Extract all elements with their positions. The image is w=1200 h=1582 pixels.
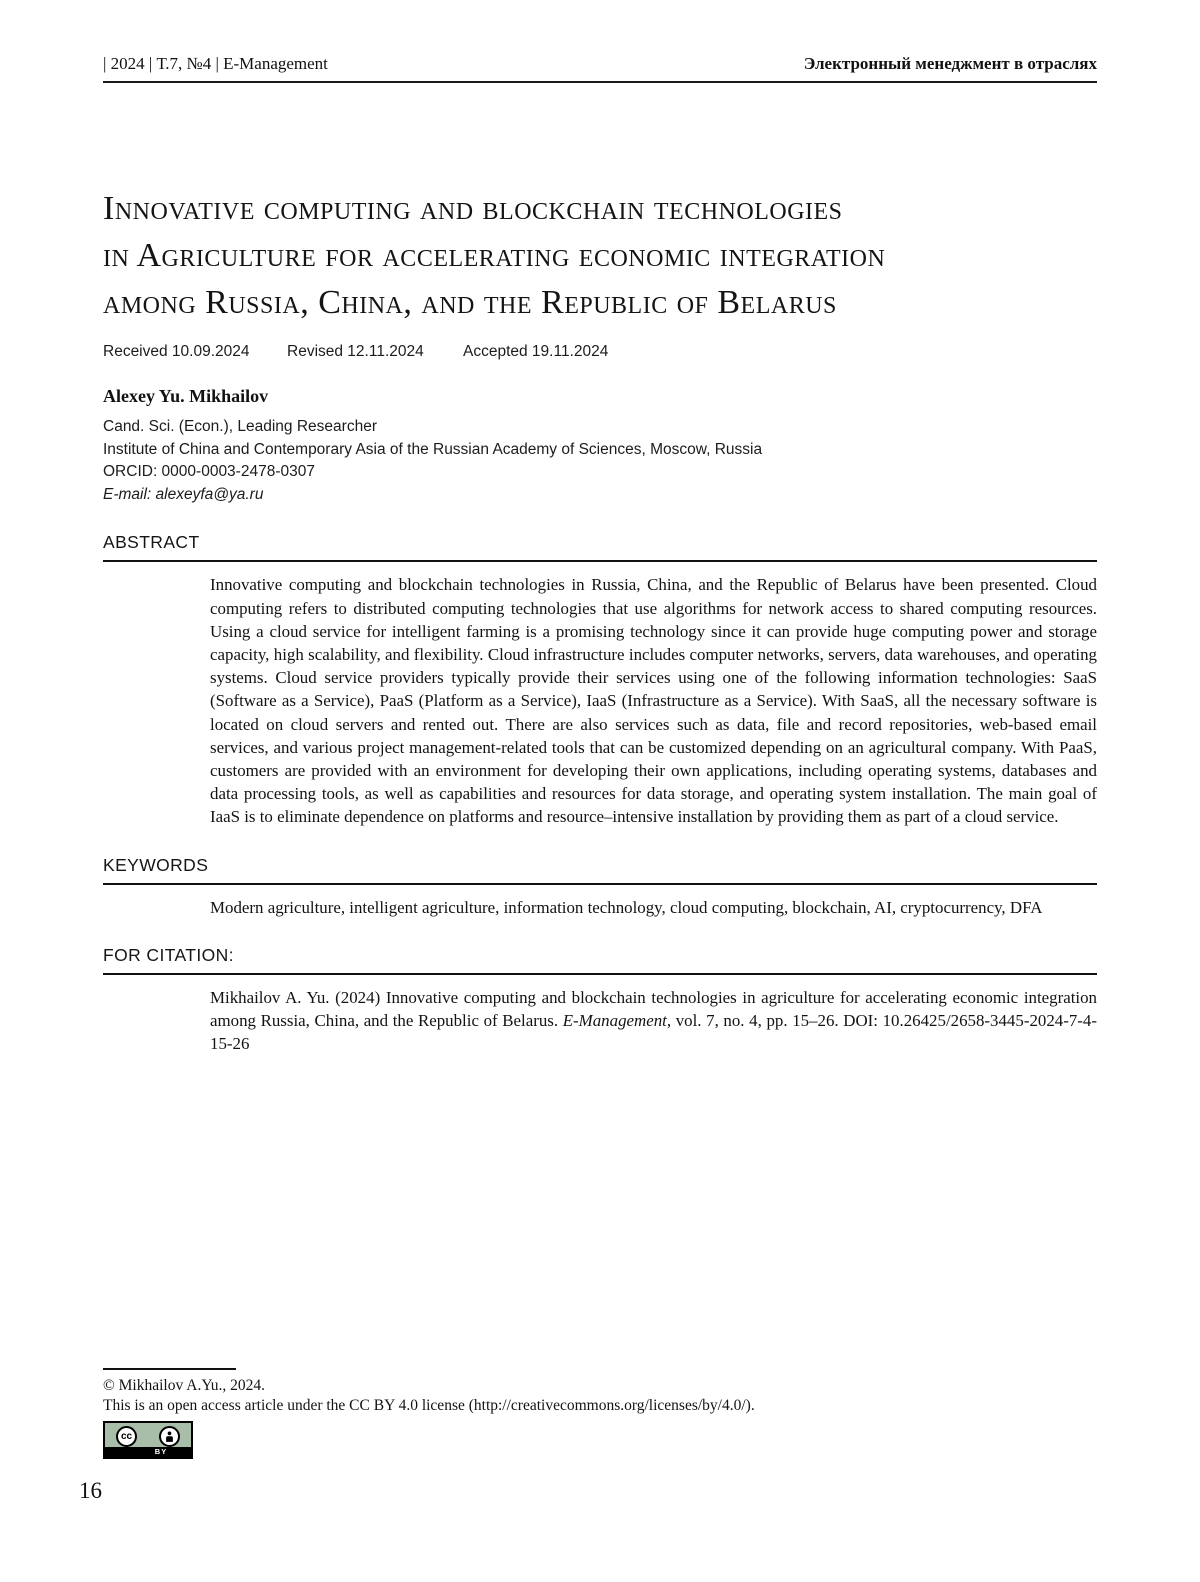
running-head [103, 54, 1097, 83]
article-title-line: in Agriculture for accelerating economic integration [103, 237, 886, 274]
manuscript-dates [103, 343, 1097, 361]
citation-text-part: , vol. 7, no. 4, pp. 15–26. DOI: 10.26425/2658-3445-2024-7-4-15-26 [210, 1011, 1097, 1054]
copyright-line: © Mikhailov A.Yu., 2024. [103, 1377, 266, 1394]
article-title-line: Innovative computing and blockchain technologies [103, 190, 843, 227]
citation-text-part: Mikhailov A. Yu. (2024) Innovative computing and blockchain technologies in agriculture for accelerating economic integration among Russia, China, and the Republic of Belarus. [210, 987, 1097, 1031]
license-footnote [103, 1368, 755, 1459]
journal-name-russian: Электронный менеджмент в отраслях [803, 54, 1097, 73]
keywords-heading: KEYWORDS [103, 855, 1097, 885]
citation-text [210, 986, 1097, 1056]
citation-heading: FOR CITATION: [103, 945, 1097, 975]
revised-date: Revised 12.11.2024 [287, 343, 424, 360]
author-details [103, 416, 1097, 506]
keywords-text: Modern agriculture, intelligent agriculture, information technology, cloud computing, blockchain, AI, cryptocurrency, DFA [210, 897, 1043, 917]
attribution-person-icon [159, 1426, 180, 1447]
accepted-date: Accepted 19.11.2024 [463, 343, 609, 360]
cc-by-license-badge [103, 1421, 193, 1459]
author-orcid: ORCID: 0000-0003-2478-0307 [103, 463, 315, 481]
page-number: 16 [79, 1478, 102, 1503]
license-line: This is an open access article under the CC BY 4.0 license (http://creativecommons.org/licenses/by/4.0/). [103, 1396, 755, 1414]
author-name: Alexey Yu. Mikhailov [103, 386, 269, 406]
footnote-rule [103, 1368, 236, 1370]
issue-info: | 2024 | Т.7, №4 | E-Management [103, 54, 328, 73]
cc-icon: cc [116, 1426, 137, 1447]
article-title-line: among Russia, China, and the Republic of Belarus [103, 284, 837, 321]
abstract-heading: ABSTRACT [103, 532, 1097, 562]
author-email: E-mail: alexeyfa@ya.ru [103, 485, 264, 503]
author-degree: Cand. Sci. (Econ.), Leading Researcher [103, 418, 377, 435]
article-title [103, 185, 1097, 326]
citation-journal-italic: E-Management [562, 1011, 667, 1031]
cc-by-strip-label: BY [105, 1447, 191, 1457]
abstract-text: Innovative computing and blockchain technologies in Russia, China, and the Republic of Belarus have been presented. Cloud computing refers to distributed computing technologies that use algorithms for network access to shared computing resources. Using a cloud service for intelligent farming is a promising technology since it can provide huge computing power and storage capacity, high scalability, and flexibility. Cloud infrastructure includes computer networks, servers, data warehouses, and operating systems. Cloud service providers typically provide their services using one of the following information technologies: SaaS (Software as a Service), PaaS (Platform as a Service), IaaS (Infrastructure as a Service). With SaaS, all the necessary software is located on cloud servers and rented out. There are also services such as data, file and record repositories, web-based email services, and various project management-related tools that can be customized depending on an agricultural company. With PaaS, customers are provided with an environment for developing their own applications, including operating systems, databases and data processing tools, as well as capabilities and resources for data storage, and operating system installation. The main goal of IaaS is to eliminate dependence on platforms and resource–intensive installation by providing them as part of a cloud service. [210, 575, 1097, 827]
received-date: Received 10.09.2024 [103, 343, 250, 360]
author-affiliation: Institute of China and Contemporary Asia of the Russian Academy of Sciences, Moscow, Russia [103, 440, 763, 458]
